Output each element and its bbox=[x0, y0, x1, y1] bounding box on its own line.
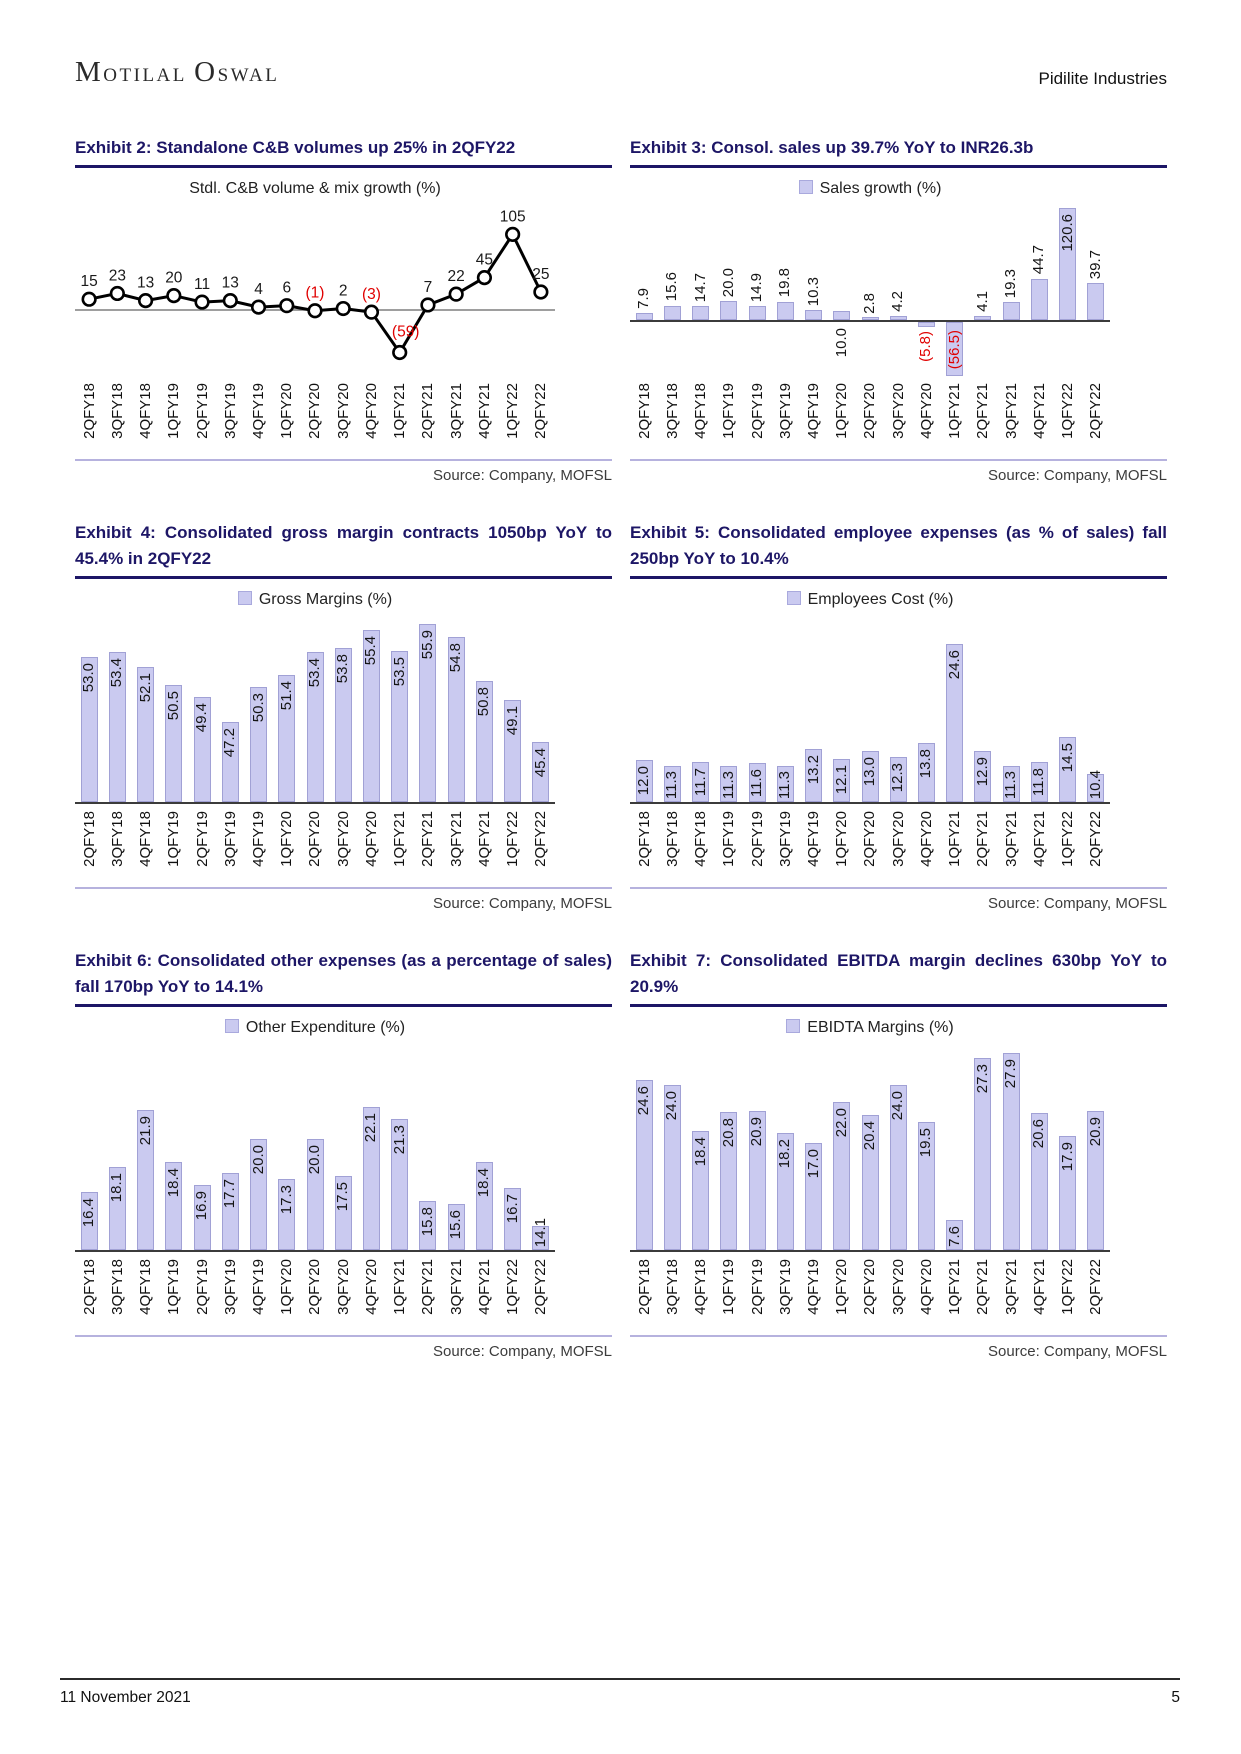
x-tick-label: 4QFY20 bbox=[362, 383, 380, 439]
bar-value-label: 20.0 bbox=[306, 1144, 323, 1174]
x-tick-label: 4QFY19 bbox=[805, 383, 823, 439]
legend-swatch-icon bbox=[238, 591, 252, 605]
x-tick-label: 2QFY21 bbox=[419, 383, 437, 439]
x-tick-label: 3QFY19 bbox=[776, 383, 794, 439]
x-tick-label: 1QFY22 bbox=[1059, 383, 1077, 439]
bar-value-label: 47.2 bbox=[221, 727, 239, 757]
x-tick-label: 2QFY20 bbox=[861, 1259, 879, 1315]
x-tick-label: 4QFY21 bbox=[1030, 383, 1048, 439]
legend-label: Other Expenditure (%) bbox=[245, 1019, 406, 1036]
x-tick-label: 2QFY20 bbox=[306, 383, 324, 439]
bar-value-label: 22.1 bbox=[362, 1113, 380, 1143]
x-tick-label: 1QFY21 bbox=[391, 1259, 409, 1315]
svg-text:22: 22 bbox=[447, 268, 465, 286]
x-tick-label: 2QFY18 bbox=[80, 811, 98, 867]
x-tick-label: 2QFY18 bbox=[635, 811, 653, 867]
x-tick-label: 2QFY21 bbox=[419, 1259, 437, 1315]
bar-value-label: 55.9 bbox=[418, 630, 436, 660]
x-tick-label: 1QFY19 bbox=[165, 383, 183, 439]
bar-value-label: 21.9 bbox=[136, 1116, 154, 1146]
exhibit-5-block bbox=[630, 520, 1167, 912]
x-tick-label: 3QFY20 bbox=[889, 1259, 907, 1315]
bar-value-label: 53.4 bbox=[306, 658, 323, 688]
x-tick-label: 4QFY21 bbox=[475, 811, 493, 867]
x-tick-label: 3QFY21 bbox=[1002, 1259, 1020, 1315]
bar-value-label: 12.1 bbox=[832, 764, 850, 794]
source-note: Source: Company, MOFSL bbox=[988, 467, 1167, 484]
x-tick-label: 4QFY20 bbox=[917, 1259, 935, 1315]
x-tick-label: 4QFY19 bbox=[250, 1259, 268, 1315]
x-tick-label: 1QFY19 bbox=[720, 383, 738, 439]
bar-value-label: 27.3 bbox=[973, 1064, 991, 1094]
bar-value-label: 22.0 bbox=[832, 1107, 850, 1138]
bar-value-label: 45.4 bbox=[531, 747, 549, 777]
bar-value-label: 53.0 bbox=[80, 662, 98, 693]
bar-value-label: 2.8 bbox=[861, 292, 878, 314]
x-tick-label: 2QFY21 bbox=[974, 383, 992, 439]
bar-value-label: 20.9 bbox=[748, 1116, 766, 1147]
x-tick-label: 4QFY19 bbox=[805, 811, 823, 867]
legend-label: Employees Cost (%) bbox=[807, 591, 954, 608]
x-tick-label: 2QFY19 bbox=[748, 811, 766, 867]
x-tick-label: 4QFY19 bbox=[805, 1259, 823, 1315]
x-tick-label: 3QFY19 bbox=[776, 811, 794, 867]
bar-value-label: 18.4 bbox=[475, 1168, 493, 1198]
bar-value-label: 11.7 bbox=[691, 768, 709, 797]
x-tick-label: 1QFY19 bbox=[165, 811, 183, 867]
x-tick-label: 3QFY19 bbox=[221, 383, 239, 439]
x-axis-line bbox=[75, 802, 555, 804]
bar-value-label: 18.1 bbox=[108, 1172, 126, 1203]
bar-2QFY19 bbox=[749, 306, 766, 320]
bar-value-label: 7.9 bbox=[635, 287, 653, 309]
bar-value-label: 10.4 bbox=[1086, 769, 1104, 799]
bar-value-label: 55.4 bbox=[362, 636, 380, 666]
x-tick-label: 1QFY21 bbox=[946, 1259, 964, 1315]
bar-value-label: 10.0 bbox=[832, 328, 850, 358]
bar-value-label: 18.2 bbox=[776, 1139, 794, 1169]
x-tick-label: 2QFY22 bbox=[532, 383, 550, 439]
x-tick-label: 3QFY20 bbox=[334, 383, 352, 439]
bar-value-label: 12.9 bbox=[973, 757, 991, 787]
x-tick-label: 3QFY20 bbox=[889, 383, 907, 439]
x-tick-label: 4QFY18 bbox=[692, 1259, 710, 1315]
svg-text:7: 7 bbox=[423, 278, 433, 296]
bar-value-label: 14.7 bbox=[691, 273, 709, 303]
x-axis-line bbox=[75, 1250, 555, 1252]
legend-swatch-icon bbox=[786, 1019, 800, 1033]
bar-value-label: 52.1 bbox=[136, 672, 154, 703]
bar-value-label: 12.3 bbox=[889, 762, 907, 793]
x-tick-label: 2QFY22 bbox=[532, 811, 550, 867]
bar-value-label: 50.8 bbox=[475, 687, 493, 717]
x-axis-labels bbox=[630, 1252, 1110, 1325]
bar-value-label: 20.8 bbox=[719, 1117, 737, 1147]
bar-value-label: 17.0 bbox=[804, 1149, 822, 1179]
plot-area bbox=[630, 619, 1110, 804]
bar-value-label: 21.3 bbox=[390, 1125, 408, 1155]
bar-value-label: 7.6 bbox=[945, 1226, 963, 1247]
x-tick-label: 4QFY21 bbox=[475, 1259, 493, 1315]
plot-area bbox=[630, 208, 1110, 376]
svg-text:(59): (59) bbox=[391, 323, 420, 341]
x-tick-label: 1QFY20 bbox=[278, 1259, 296, 1315]
x-tick-label: 4QFY18 bbox=[692, 383, 710, 439]
bar-value-label: 11.3 bbox=[663, 770, 681, 799]
x-tick-label: 2QFY20 bbox=[306, 1259, 324, 1315]
x-tick-label: 1QFY22 bbox=[504, 811, 522, 867]
x-axis-labels bbox=[75, 376, 555, 449]
exhibit-2-title: Exhibit 2: Standalone C&B volumes up 25% in 2QFY22 bbox=[75, 135, 612, 168]
x-tick-label: 3QFY18 bbox=[108, 811, 126, 867]
x-tick-label: 4QFY20 bbox=[917, 811, 935, 867]
bar-value-label: 49.1 bbox=[503, 706, 521, 736]
bar-value-label: 39.7 bbox=[1086, 250, 1104, 280]
bar-3QFY21 bbox=[1003, 302, 1020, 320]
chart-legend bbox=[630, 1019, 1110, 1041]
x-tick-label: 3QFY21 bbox=[1002, 383, 1020, 439]
bar-value-label: 16.7 bbox=[503, 1193, 521, 1223]
svg-text:13: 13 bbox=[221, 274, 239, 292]
bar-value-label: 13.2 bbox=[804, 754, 822, 784]
bar-value-label: 20.6 bbox=[1030, 1119, 1048, 1149]
x-tick-label: 2QFY18 bbox=[635, 1259, 653, 1315]
x-tick-label: 4QFY20 bbox=[362, 811, 380, 867]
x-tick-label: 4QFY18 bbox=[137, 1259, 155, 1315]
legend-swatch-icon bbox=[225, 1019, 239, 1033]
x-tick-label: 4QFY18 bbox=[692, 811, 710, 867]
bar-value-label: 15.6 bbox=[447, 1209, 465, 1240]
x-tick-label: 2QFY19 bbox=[748, 383, 766, 439]
x-tick-label: 1QFY21 bbox=[391, 383, 409, 439]
x-tick-label: 3QFY18 bbox=[108, 1259, 126, 1315]
bar-value-label: 13.0 bbox=[861, 756, 878, 786]
bar-value-label: 15.8 bbox=[418, 1206, 436, 1237]
x-tick-label: 1QFY22 bbox=[504, 383, 522, 439]
bar-4QFY18 bbox=[692, 306, 709, 320]
sales-growth-bar-chart bbox=[630, 180, 1110, 449]
x-tick-label: 1QFY19 bbox=[720, 811, 738, 867]
footer-date: 11 November 2021 bbox=[60, 1689, 191, 1706]
bar-value-label: 27.9 bbox=[1002, 1059, 1020, 1089]
gross-margin-bar-chart bbox=[75, 591, 555, 877]
x-tick-label: 2QFY18 bbox=[80, 1259, 98, 1315]
x-tick-label: 3QFY21 bbox=[1002, 811, 1020, 867]
bar-value-label: 120.6 bbox=[1058, 214, 1076, 252]
bar-value-label: 14.9 bbox=[748, 273, 766, 303]
exhibit-7-title: Exhibit 7: Consolidated EBITDA margin declines 630bp YoY to 20.9% bbox=[630, 948, 1167, 1007]
motilal-oswal-logo bbox=[75, 56, 279, 89]
x-tick-label: 2QFY20 bbox=[861, 811, 879, 867]
plot-area bbox=[630, 1047, 1110, 1252]
bar-value-label: 24.6 bbox=[635, 1086, 653, 1116]
exhibit-4-block bbox=[75, 520, 612, 912]
x-tick-label: 2QFY20 bbox=[861, 383, 879, 439]
bar-value-label: 17.5 bbox=[334, 1181, 352, 1211]
bar-value-label: 10.3 bbox=[804, 277, 822, 307]
bar-value-label: 15.6 bbox=[663, 272, 681, 302]
chart-title bbox=[75, 180, 555, 202]
chart-legend bbox=[630, 180, 1110, 202]
employee-cost-bar-chart bbox=[630, 591, 1110, 877]
x-tick-label: 1QFY19 bbox=[720, 1259, 738, 1315]
x-tick-label: 4QFY19 bbox=[250, 383, 268, 439]
bar-value-label: 17.9 bbox=[1058, 1141, 1076, 1171]
bar-value-label: 50.3 bbox=[249, 692, 267, 723]
source-note: Source: Company, MOFSL bbox=[988, 895, 1167, 912]
x-tick-label: 3QFY19 bbox=[221, 1259, 239, 1315]
x-axis-labels bbox=[75, 1252, 555, 1325]
x-tick-label: 1QFY20 bbox=[833, 1259, 851, 1315]
bar-value-label: 14.5 bbox=[1058, 742, 1076, 772]
bar-2QFY21 bbox=[974, 316, 991, 320]
bar-value-label: 14.1 bbox=[531, 1217, 549, 1247]
logo-initial-2: O bbox=[194, 56, 218, 88]
exhibit-5-title: Exhibit 5: Consolidated employee expenses (as % of sales) fall 250bp YoY to 10.4% bbox=[630, 520, 1167, 579]
svg-text:11: 11 bbox=[194, 276, 211, 294]
footer-page-number: 5 bbox=[1171, 1689, 1180, 1706]
x-tick-label: 3QFY18 bbox=[663, 383, 681, 439]
bar-3QFY20 bbox=[890, 316, 907, 320]
x-axis-line bbox=[630, 802, 1110, 804]
x-tick-label: 4QFY18 bbox=[137, 811, 155, 867]
bar-4QFY20 bbox=[918, 322, 935, 327]
source-note: Source: Company, MOFSL bbox=[988, 1343, 1167, 1360]
x-tick-label: 3QFY18 bbox=[663, 811, 681, 867]
logo-rest-2: SWAL bbox=[217, 65, 280, 86]
ebitda-margin-bar-chart bbox=[630, 1019, 1110, 1325]
x-tick-label: 1QFY21 bbox=[946, 811, 964, 867]
bar-value-label: 20.9 bbox=[1086, 1116, 1104, 1147]
legend-label: EBIDTA Margins (%) bbox=[807, 1019, 954, 1036]
bar-value-label: 11.6 bbox=[748, 769, 766, 798]
x-tick-label: 2QFY21 bbox=[974, 1259, 992, 1315]
bar-value-label: 44.7 bbox=[1030, 245, 1048, 275]
x-tick-label: 3QFY21 bbox=[447, 1259, 465, 1315]
x-tick-label: 3QFY18 bbox=[663, 1259, 681, 1315]
bar-value-label: 51.4 bbox=[277, 680, 295, 710]
x-tick-label: 2QFY22 bbox=[532, 1259, 550, 1315]
bar-value-label: 53.4 bbox=[108, 658, 126, 688]
bar-4QFY19 bbox=[805, 310, 822, 320]
x-tick-label: 3QFY20 bbox=[889, 811, 907, 867]
bar-value-label: 11.3 bbox=[776, 770, 794, 799]
svg-text:6: 6 bbox=[282, 279, 292, 297]
x-tick-label: 3QFY19 bbox=[221, 811, 239, 867]
x-tick-label: 3QFY19 bbox=[776, 1259, 794, 1315]
bar-value-label: 19.3 bbox=[1002, 268, 1020, 299]
x-tick-label: 2QFY22 bbox=[1087, 811, 1105, 867]
x-tick-label: 1QFY20 bbox=[278, 383, 296, 439]
bar-1QFY20 bbox=[833, 311, 850, 320]
source-note: Source: Company, MOFSL bbox=[433, 1343, 612, 1360]
x-axis-labels bbox=[75, 804, 555, 877]
bar-4QFY21 bbox=[1031, 279, 1048, 320]
legend-swatch-icon bbox=[787, 591, 801, 605]
x-tick-label: 4QFY21 bbox=[475, 383, 493, 439]
bar-value-label: 53.5 bbox=[390, 657, 408, 687]
bar-1QFY19 bbox=[720, 301, 737, 320]
x-tick-label: 1QFY21 bbox=[946, 383, 964, 439]
company-name: Pidilite Industries bbox=[1038, 69, 1167, 88]
bar-value-label: 19.5 bbox=[917, 1128, 935, 1158]
x-tick-label: 3QFY20 bbox=[334, 1259, 352, 1315]
x-tick-label: 2QFY22 bbox=[1087, 1259, 1105, 1315]
x-tick-label: 1QFY22 bbox=[504, 1259, 522, 1315]
x-tick-label: 2QFY19 bbox=[193, 1259, 211, 1315]
bar-3QFY19 bbox=[777, 302, 794, 320]
bar-2QFY18 bbox=[636, 313, 653, 320]
x-axis-labels bbox=[630, 376, 1110, 449]
bar-value-label: 11.3 bbox=[1002, 770, 1020, 799]
bar-value-label: 20.0 bbox=[719, 268, 737, 298]
x-tick-label: 1QFY20 bbox=[833, 811, 851, 867]
bar-2QFY22 bbox=[1087, 283, 1104, 320]
x-tick-label: 2QFY19 bbox=[193, 383, 211, 439]
bar-value-label: 24.0 bbox=[889, 1091, 907, 1121]
chart-legend bbox=[630, 591, 1110, 613]
exhibit-7-block bbox=[630, 948, 1167, 1360]
bar-value-label: 4.2 bbox=[889, 291, 907, 313]
x-tick-label: 1QFY19 bbox=[165, 1259, 183, 1315]
line-chart-svg bbox=[75, 208, 555, 376]
bar-value-label: 17.3 bbox=[277, 1184, 295, 1214]
bar-3QFY18 bbox=[664, 306, 681, 320]
logo-rest-1: OTILAL bbox=[103, 65, 187, 86]
x-tick-label: 1QFY22 bbox=[1059, 811, 1077, 867]
x-axis-line bbox=[630, 320, 1110, 322]
bar-value-label: 4.1 bbox=[973, 291, 991, 313]
x-tick-label: 4QFY19 bbox=[250, 811, 268, 867]
x-tick-label: 1QFY20 bbox=[833, 383, 851, 439]
svg-text:13: 13 bbox=[136, 274, 155, 292]
legend-label: Sales growth (%) bbox=[819, 180, 942, 197]
svg-text:20: 20 bbox=[165, 269, 183, 287]
svg-text:4: 4 bbox=[254, 281, 263, 299]
bar-value-label: 16.4 bbox=[80, 1198, 98, 1228]
legend-label: Gross Margins (%) bbox=[258, 591, 393, 608]
x-tick-label: 4QFY18 bbox=[137, 383, 155, 439]
legend-swatch-icon bbox=[799, 180, 813, 194]
charts-grid bbox=[75, 135, 1167, 1396]
x-tick-label: 1QFY21 bbox=[391, 811, 409, 867]
bar-value-label: 11.3 bbox=[719, 770, 737, 799]
bar-value-label: 20.0 bbox=[249, 1144, 267, 1174]
x-tick-label: 3QFY20 bbox=[334, 811, 352, 867]
x-tick-label: 2QFY18 bbox=[80, 383, 98, 439]
bar-value-label: 16.9 bbox=[193, 1190, 211, 1220]
bar-2QFY20 bbox=[862, 317, 879, 320]
bar-value-label: 12.0 bbox=[635, 765, 653, 795]
page-header bbox=[75, 56, 1167, 89]
exhibit-3-block bbox=[630, 135, 1167, 484]
bar-value-label: 24.0 bbox=[663, 1091, 681, 1121]
exhibit-6-title: Exhibit 6: Consolidated other expenses (as a percentage of sales) fall 170bp YoY to 14.1% bbox=[75, 948, 612, 1007]
x-tick-label: 4QFY20 bbox=[362, 1259, 380, 1315]
x-tick-label: 4QFY21 bbox=[1030, 811, 1048, 867]
exhibit-6-block bbox=[75, 948, 612, 1360]
x-tick-label: 2QFY19 bbox=[748, 1259, 766, 1315]
x-tick-label: 2QFY20 bbox=[306, 811, 324, 867]
svg-text:(3): (3) bbox=[361, 286, 381, 304]
x-axis-labels bbox=[630, 804, 1110, 877]
bar-value-label: (5.8) bbox=[917, 331, 935, 363]
bar-value-label: 54.8 bbox=[447, 642, 465, 672]
bar-value-label: 49.4 bbox=[193, 703, 211, 733]
x-tick-label: 2QFY21 bbox=[419, 811, 437, 867]
bar-value-label: 17.7 bbox=[221, 1178, 239, 1208]
x-tick-label: 2QFY18 bbox=[635, 383, 653, 439]
chart-legend bbox=[75, 1019, 555, 1041]
logo-initial-1: M bbox=[75, 56, 104, 88]
bar-value-label: (56.5) bbox=[945, 330, 963, 370]
x-tick-label: 1QFY20 bbox=[278, 811, 296, 867]
bar-value-label: 11.8 bbox=[1030, 767, 1048, 796]
chart-title-label: Stdl. C&B volume & mix growth (%) bbox=[189, 180, 441, 197]
svg-text:2: 2 bbox=[338, 282, 348, 300]
bar-value-label: 50.5 bbox=[164, 690, 182, 720]
x-tick-label: 1QFY22 bbox=[1059, 1259, 1077, 1315]
source-note: Source: Company, MOFSL bbox=[433, 895, 612, 912]
bar-value-label: 53.8 bbox=[334, 653, 352, 684]
x-tick-label: 2QFY21 bbox=[974, 811, 992, 867]
chart-legend bbox=[75, 591, 555, 613]
svg-text:15: 15 bbox=[80, 273, 98, 291]
plot-area bbox=[75, 1047, 555, 1252]
plot-area bbox=[75, 619, 555, 804]
bar-value-label: 13.8 bbox=[917, 749, 935, 779]
source-note: Source: Company, MOFSL bbox=[433, 467, 612, 484]
page-footer bbox=[60, 1678, 1180, 1707]
x-tick-label: 4QFY20 bbox=[917, 383, 935, 439]
bar-value-label: 24.6 bbox=[945, 649, 963, 680]
x-tick-label: 3QFY21 bbox=[447, 383, 465, 439]
x-tick-label: 3QFY21 bbox=[447, 811, 465, 867]
x-tick-label: 4QFY21 bbox=[1030, 1259, 1048, 1315]
x-tick-label: 3QFY18 bbox=[108, 383, 126, 439]
x-axis-line bbox=[630, 1250, 1110, 1252]
cb-volume-line-chart bbox=[75, 180, 555, 449]
exhibit-4-title: Exhibit 4: Consolidated gross margin contracts 1050bp YoY to 45.4% in 2QFY22 bbox=[75, 520, 612, 579]
svg-text:105: 105 bbox=[499, 208, 526, 226]
bar-value-label: 20.4 bbox=[861, 1121, 878, 1151]
exhibit-3-title: Exhibit 3: Consol. sales up 39.7% YoY to INR26.3b bbox=[630, 135, 1167, 168]
svg-text:23: 23 bbox=[108, 267, 126, 285]
bar-value-label: 18.4 bbox=[691, 1137, 709, 1167]
other-expenses-bar-chart bbox=[75, 1019, 555, 1325]
svg-text:(1): (1) bbox=[305, 284, 325, 302]
x-tick-label: 2QFY22 bbox=[1087, 383, 1105, 439]
x-tick-label: 2QFY19 bbox=[193, 811, 211, 867]
svg-text:45: 45 bbox=[475, 251, 494, 269]
bar-value-label: 19.8 bbox=[776, 268, 794, 298]
exhibit-2-block bbox=[75, 135, 612, 484]
bar-value-label: 18.4 bbox=[164, 1168, 182, 1198]
svg-text:25: 25 bbox=[532, 266, 550, 283]
plot-area bbox=[75, 208, 555, 376]
